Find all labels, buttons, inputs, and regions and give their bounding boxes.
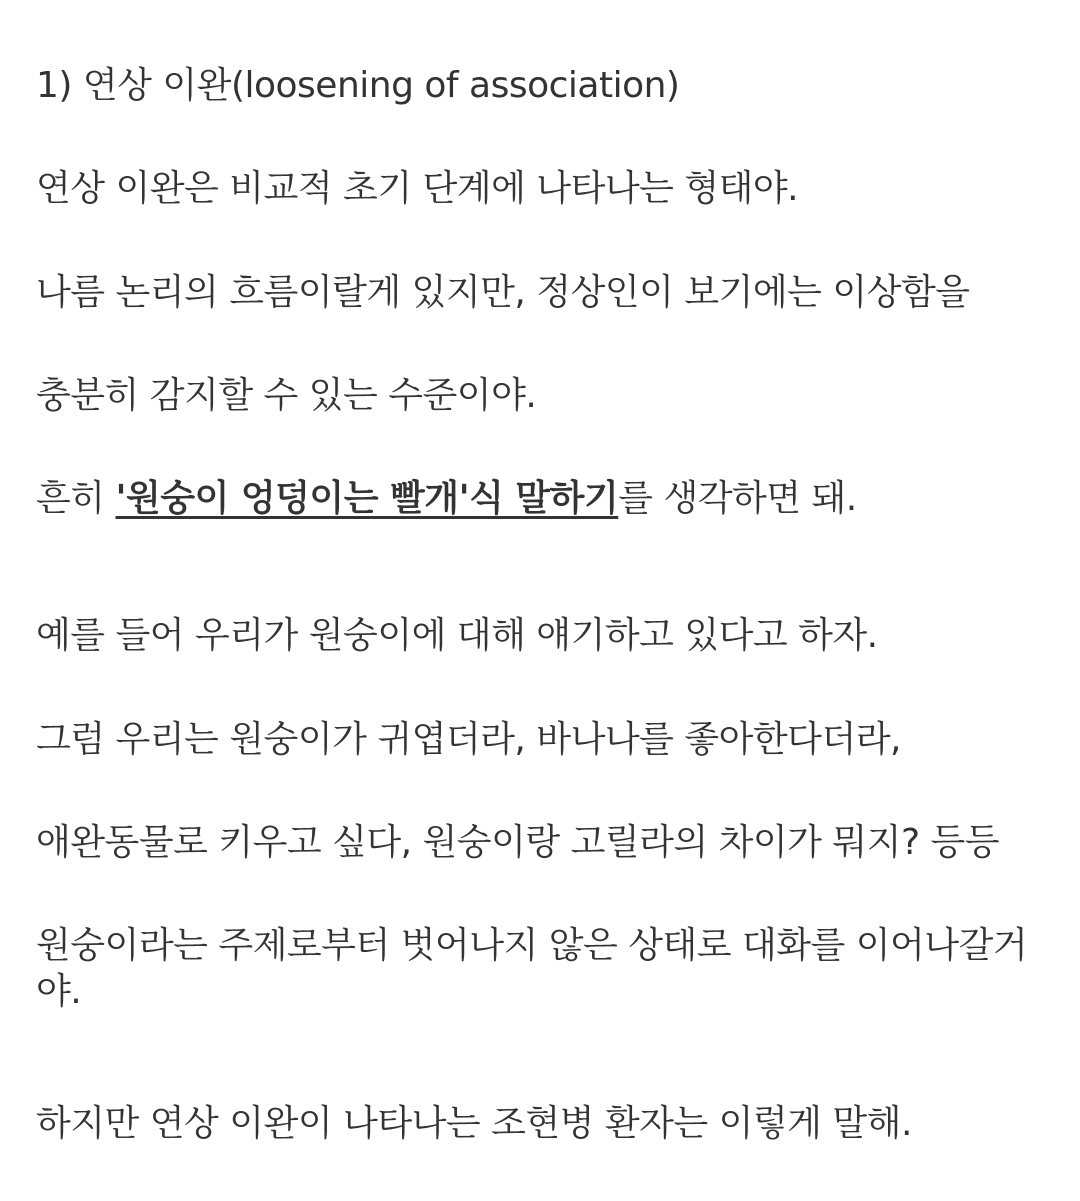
section-heading: 1) 연상 이완(loosening of association)	[36, 65, 680, 106]
paragraph-9: 하지만 연상 이완이 나타나는 조현병 환자는 이렇게 말해.	[36, 1103, 912, 1144]
paragraph-1: 연상 이완은 비교적 초기 단계에 나타나는 형태야.	[36, 168, 799, 209]
paragraph-4	[36, 476, 1052, 522]
paragraph-3: 충분히 감지할 수 있는 수준이야.	[36, 375, 537, 416]
paragraph-8: 원숭이라는 주제로부터 벗어나지 않은 상태로 대화를 이어나갈거야.	[36, 925, 1028, 1012]
emphasized-phrase: '원숭이 엉덩이는 빨개'식 말하기	[115, 478, 619, 519]
paragraph-4-lead: 흔히	[36, 478, 116, 519]
paragraph-2: 나름 논리의 흐름이랄게 있지만, 정상인이 보기에는 이상함을	[36, 272, 970, 313]
paragraph-7: 애완동물로 키우고 싶다, 원숭이랑 고릴라의 차이가 뭐지? 등등	[36, 822, 1000, 863]
paragraph-5: 예를 들어 우리가 원숭이에 대해 얘기하고 있다고 하자.	[36, 615, 878, 656]
paragraph-4-tail: 를 생각하면 돼.	[618, 478, 857, 519]
paragraph-6: 그럼 우리는 원숭이가 귀엽더라, 바나나를 좋아한다더라,	[36, 719, 901, 760]
